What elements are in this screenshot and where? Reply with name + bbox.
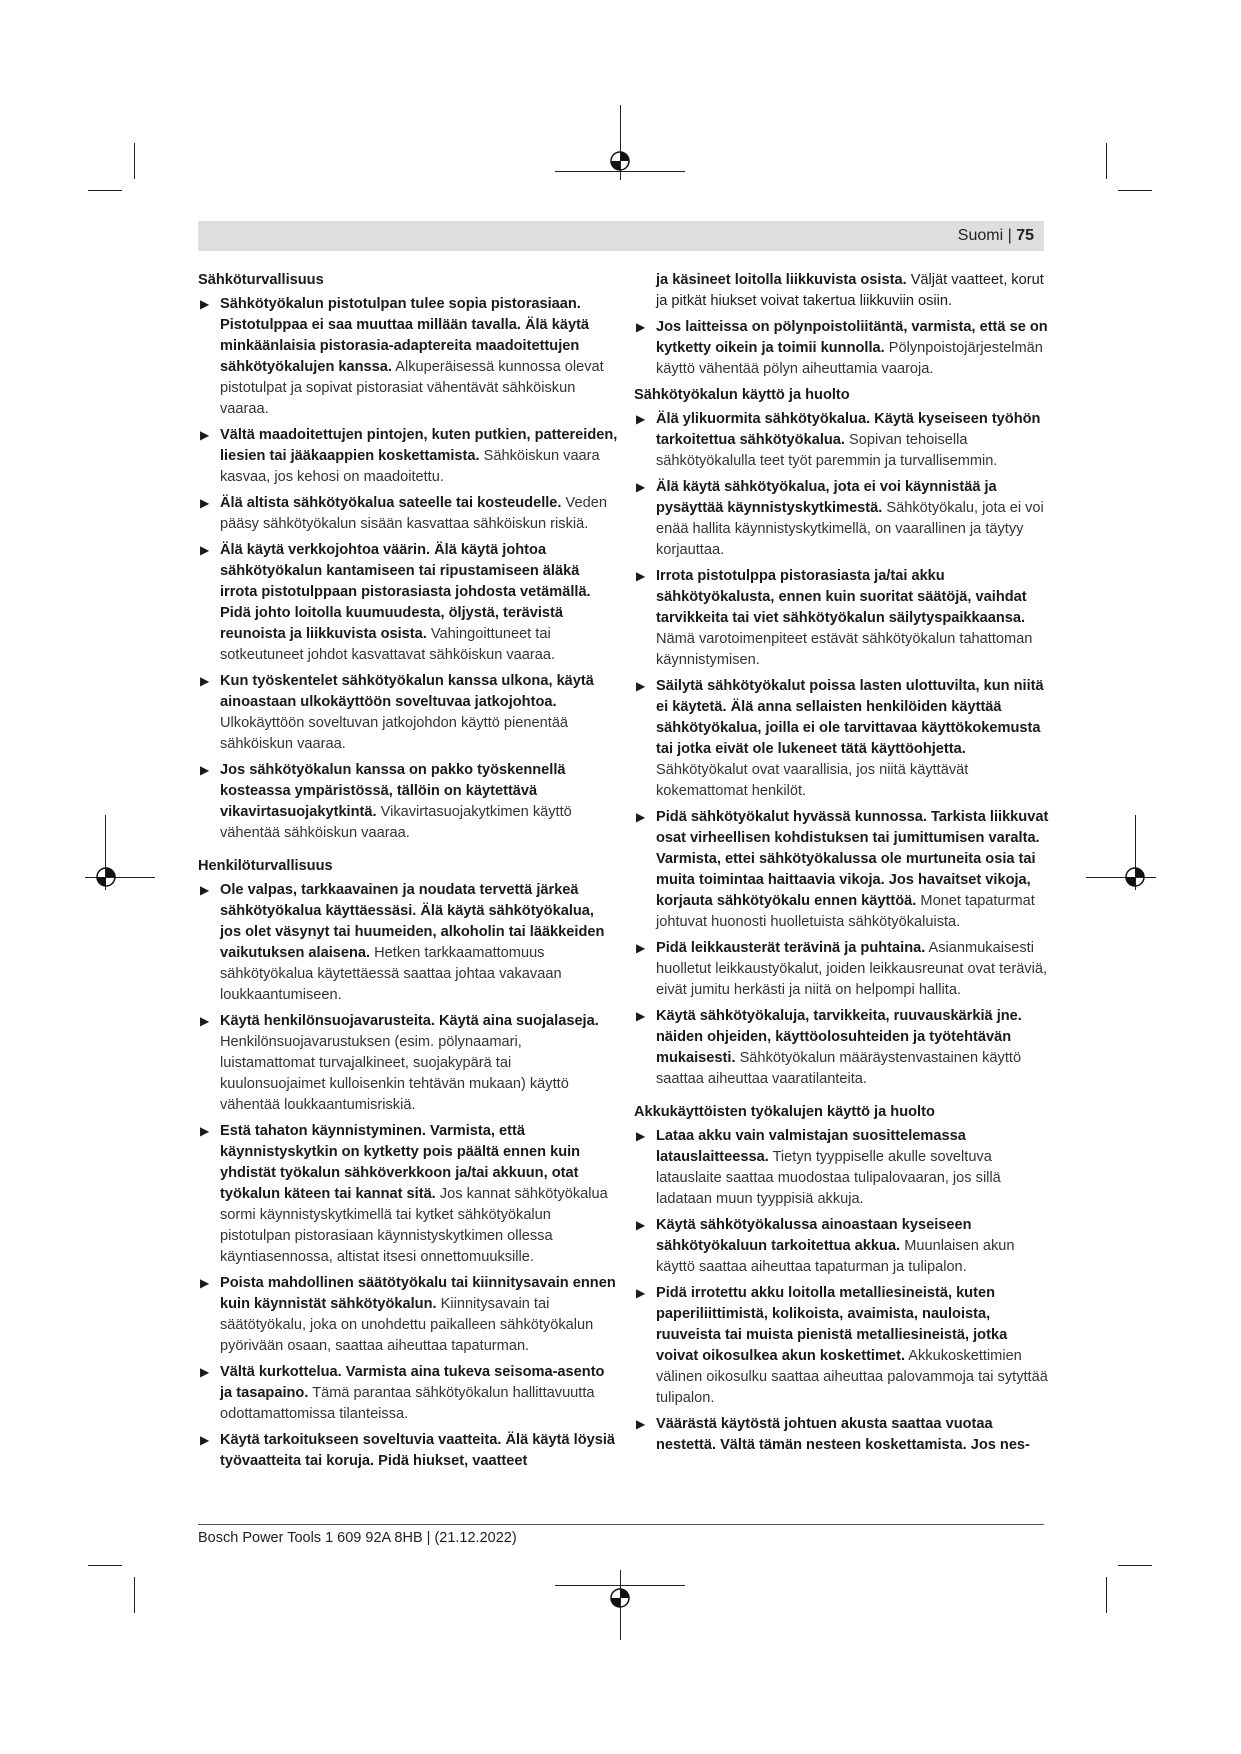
item-bold-text: Älä käytä verkkojohtoa väärin. Älä käytä johtoa sähkötyökalun kantamiseen tai ripustamiseen äläkä irrota pistotulppaan pistorasiasta johdosta vetämällä. Pidä johto loitolla kuumuudesta, öljystä, terävistä reunoista ja liikkuvista osista. [220, 542, 591, 642]
crop-mark [88, 1565, 122, 1566]
bullet-triangle-icon: ▶ [200, 674, 210, 688]
crop-mark [1106, 143, 1107, 179]
right-column [634, 270, 1052, 1461]
bullet-triangle-icon: ▶ [200, 1365, 210, 1379]
list-item [634, 566, 1052, 671]
item-body-text: Sähkötyökalu, jota ei voi enää hallita käynnistyskytkimellä, on vaarallinen ja täytyy korjauttaa. [656, 500, 1044, 558]
list-item [198, 1362, 618, 1425]
item-body-text: Muunlaisen akun käyttö saattaa aiheuttaa tapaturman ja tulipalon. [656, 1238, 1015, 1275]
list-item [198, 540, 618, 666]
item-body-text: Sopivan tehoisella sähkötyökalulla teet työt paremmin ja turvallisemmin. [656, 432, 998, 469]
item-bold-text: Pidä leikkausterät terävinä ja puhtaina. [656, 940, 926, 956]
item-body-text: Akkukoskettimien välinen oikosulku saattaa aiheuttaa palovammoja tai sytyttää tulipalon. [656, 1348, 1048, 1406]
bullet-triangle-icon: ▶ [636, 480, 646, 494]
crop-mark [1118, 190, 1152, 191]
header-language: Suomi [957, 227, 1004, 244]
bullet-triangle-icon: ▶ [636, 679, 646, 693]
list-item [198, 1011, 618, 1116]
item-bold-text: Käytä sähkötyökalussa ainoastaan kyseiseen sähkötyökaluun tarkoitettua akkua. [656, 1217, 972, 1254]
item-body-text: Asianmukaisesti huolletut leikkaustyökalut, joiden leikkausreunat ovat teräviä, eivät jumitu herkästi ja niitä on helpompi hallita. [656, 940, 1048, 998]
item-bold-text: Väärästä käytöstä johtuen akusta saattaa vuotaa nestettä. Vältä tämän nesteen koskettamista. Jos nes- [656, 1416, 1030, 1453]
section-title: Sähköturvallisuus [198, 272, 324, 288]
list-item [198, 671, 618, 755]
item-bold-text: Poista mahdollinen säätötyökalu tai kiinnitysavain ennen kuin käynnistät sähkötyökalun. [220, 1275, 616, 1312]
registration-mark-icon [93, 864, 119, 890]
item-bold-text: Sähkötyökalun pistotulpan tulee sopia pistorasiaan. Pistotulppaa ei saa muuttaa millään tavalla. Älä käytä minkäänlaisia pistorasia-adaptereita maadoitettujen sähkötyökalujen kanssa. [220, 296, 590, 375]
item-body-text: Sähköiskun vaara kasvaa, jos kehosi on maadoitettu. [220, 448, 600, 485]
left-column [198, 270, 618, 1477]
item-bold-text: Ole valpas, tarkkaavainen ja noudata tervettä järkeä sähkötyökalua käyttäessäsi. Älä käytä sähkötyökalua, jos olet väsynyt tai huumeiden, alkoholin tai lääkkeiden vaikutuksen alaisena. [220, 882, 605, 961]
continued-paragraph [634, 270, 1052, 312]
registration-mark-icon [1122, 864, 1148, 890]
item-body-text: Nämä varotoimenpiteet estävät sähkötyökalun tahattoman käynnistymisen. [656, 631, 1033, 668]
item-bold-text: Lataa akku vain valmistajan suosittelemassa latauslaitteessa. [656, 1128, 966, 1165]
list-item [634, 317, 1052, 380]
list-item [198, 425, 618, 488]
footer-text: Bosch Power Tools 1 609 92A 8HB | (21.12.2022) [198, 1530, 517, 1546]
item-body-text: Hetken tarkkaamattomuus sähkötyökalua käytettäessä saattaa johtaa vakavaan loukkaantumiseen. [220, 945, 562, 1003]
bullet-triangle-icon: ▶ [200, 1276, 210, 1290]
list-item [634, 1006, 1052, 1090]
list-item [198, 294, 618, 420]
registration-mark-icon [607, 1585, 633, 1611]
list-item [634, 807, 1052, 933]
item-bold-text: Irrota pistotulppa pistorasiasta ja/tai akku sähkötyökalusta, ennen kuin suoritat säätöjä, vaihdat tarvikkeita tai viet sähkötyökalun säilytyspaikkaansa. [656, 568, 1027, 626]
item-body-text: Pölynpoistojärjestelmän käyttö vähentää pölyn aiheuttamia vaaroja. [656, 340, 1043, 377]
bullet-triangle-icon: ▶ [636, 1129, 646, 1143]
item-bold-text: Älä käytä sähkötyökalua, jota ei voi käynnistää ja pysäyttää käynnistyskytkimestä. [656, 479, 997, 516]
list-item [634, 409, 1052, 472]
list-item [634, 676, 1052, 802]
item-bold-text: Jos sähkötyökalun kanssa on pakko työskennellä kosteassa ympäristössä, tällöin on käytettävä vikavirtasuojakytkintä. [220, 762, 566, 820]
list-item [634, 1126, 1052, 1210]
page-header [198, 221, 1044, 251]
header-separator: | [1007, 227, 1012, 244]
header-text [958, 227, 1034, 245]
list-item [634, 1283, 1052, 1409]
bullet-triangle-icon: ▶ [636, 320, 646, 334]
bullet-triangle-icon: ▶ [200, 883, 210, 897]
item-body-text: Monet tapaturmat johtuvat huonosti huolletuista sähkötyökaluista. [656, 893, 1035, 930]
page-number: 75 [1016, 227, 1034, 244]
crop-mark [88, 190, 122, 191]
bullet-triangle-icon: ▶ [636, 1417, 646, 1431]
bullet-triangle-icon: ▶ [200, 1124, 210, 1138]
item-body-text: Tämä parantaa sähkötyökalun hallittavuutta odottamattomissa tilanteissa. [220, 1385, 595, 1422]
item-body-text: Kiinnitysavain tai säätötyökalu, joka on unohdettu paikalleen sähkötyökalun pyörivään osaan, saattaa aiheuttaa tapaturman. [220, 1296, 594, 1354]
bullet-triangle-icon: ▶ [200, 428, 210, 442]
crop-mark [134, 1577, 135, 1613]
item-bold-text: Älä altista sähkötyökalua sateelle tai kosteudelle. [220, 495, 562, 511]
list-item [634, 1414, 1052, 1456]
item-body-text: Sähkötyökalut ovat vaarallisia, jos niitä käyttävät kokemattomat henkilöt. [656, 762, 969, 799]
crop-mark [1118, 1565, 1152, 1566]
list-item [198, 880, 618, 1006]
item-body-text: Alkuperäisessä kunnossa olevat pistotulpat ja sopivat pistorasiat vähentävät sähköiskun vaaraa. [220, 359, 604, 417]
bullet-triangle-icon: ▶ [200, 1433, 210, 1447]
bullet-triangle-icon: ▶ [200, 543, 210, 557]
item-body-text: Väljät vaatteet, korut ja pitkät hiukset voivat takertua liikkuviin osiin. [656, 272, 1044, 309]
list-item [198, 1121, 618, 1268]
footer-rule [198, 1524, 1044, 1525]
bullet-triangle-icon: ▶ [200, 1014, 210, 1028]
item-body-text: Veden pääsy sähkötyökalun sisään kasvattaa sähköiskun riskiä. [220, 495, 607, 532]
item-bold-text: Vältä maadoitettujen pintojen, kuten putkien, pattereiden, liesien tai jääkaappien koskettamista. [220, 427, 618, 464]
item-body-text: Ulkokäyttöön soveltuvan jatkojohdon käyttö pienentää sähköiskun vaaraa. [220, 715, 569, 752]
item-body-text: Vahingoittuneet tai sotkeutuneet johdot kasvattavat sähköiskun vaaraa. [220, 626, 556, 663]
item-bold-text: Käytä tarkoitukseen soveltuvia vaatteita. Älä käytä löysiä työvaatteita tai koruja. Pidä hiukset, vaatteet [220, 1432, 616, 1469]
section-title: Henkilöturvallisuus [198, 858, 333, 874]
item-bold-text: Estä tahaton käynnistyminen. Varmista, että käynnistyskytkin on kytketty pois päältä ennen kuin yhdistät työkalun sähköverkkoon ja/tai akkuun, otat työkalun käteen tai kannat sitä. [220, 1123, 581, 1202]
item-bold-text: Käytä henkilönsuojavarusteita. Käytä aina suojalaseja. [220, 1013, 599, 1029]
bullet-triangle-icon: ▶ [200, 496, 210, 510]
item-bold-text: Käytä sähkötyökaluja, tarvikkeita, ruuvauskärkiä jne. näiden ohjeiden, käyttöolosuhteiden ja työtehtävän mukaisesti. [656, 1008, 1022, 1066]
item-bold-text: Pidä irrotettu akku loitolla metalliesineistä, kuten paperiliittimistä, kolikoista, avaimista, nauloista, ruuveista tai muista pienistä metalliesineistä, jotka voivat oikosulkea akun koskettimet. [656, 1285, 1008, 1364]
item-bold-text: Älä ylikuormita sähkötyökalua. Käytä kyseiseen työhön tarkoitettua sähkötyökalua. [656, 411, 1041, 448]
list-item [198, 1430, 618, 1472]
item-bold-text: ja käsineet loitolla liikkuvista osista. [656, 272, 907, 288]
item-body-text: Vikavirtasuojakytkimen käyttö vähentää sähköiskun vaaraa. [220, 804, 572, 841]
list-item [198, 1273, 618, 1357]
section-title: Sähkötyökalun käyttö ja huolto [634, 387, 850, 403]
crop-mark [1106, 1577, 1107, 1613]
bullet-triangle-icon: ▶ [636, 1009, 646, 1023]
registration-mark-icon [607, 148, 633, 174]
item-bold-text: Säilytä sähkötyökalut poissa lasten ulottuvilta, kun niitä ei käytetä. Älä anna sellaisten henkilöiden käyttää sähkötyökalua, joilla ei ole tarvittavaa käyttökokemusta tai jotka eivät ole lukeneet tätä käyttöohjetta. [656, 678, 1044, 757]
bullet-triangle-icon: ▶ [636, 1218, 646, 1232]
list-item [634, 938, 1052, 1001]
list-item [198, 493, 618, 535]
item-bold-text: Pidä sähkötyökalut hyvässä kunnossa. Tarkista liikkuvat osat virheellisen kohdistuksen tai jumittumisen varalta. Varmista, ettei sähkötyökalussa ole murtuneita osia tai muita toimintaa haittaavia vikoja. Jos havaitset vikoja, korjauta sähkötyökalu ennen käyttöä. [656, 809, 1049, 909]
item-body-text: Sähkötyökalun määräystenvastainen käyttö saattaa aiheuttaa vaaratilanteita. [656, 1050, 1022, 1087]
item-body-text: Henkilönsuojavarustuksen (esim. pölynaamari, luistamattomat turvajalkineet, suojakypärä tai kuulonsuojaimet kulloisenkin tehtävän mukaan) käyttö vähentää loukkaantumisriskiä. [220, 1034, 569, 1113]
item-bold-text: Kun työskentelet sähkötyökalun kanssa ulkona, käytä ainoastaan ulkokäyttöön soveltuvaa jatkojohtoa. [220, 673, 594, 710]
list-item [634, 1215, 1052, 1278]
bullet-triangle-icon: ▶ [636, 1286, 646, 1300]
bullet-triangle-icon: ▶ [636, 412, 646, 426]
item-bold-text: Vältä kurkottelua. Varmista aina tukeva seisoma-asento ja tasapaino. [220, 1364, 605, 1401]
crop-mark [134, 143, 135, 179]
bullet-triangle-icon: ▶ [636, 941, 646, 955]
item-bold-text: Jos laitteissa on pölynpoistoliitäntä, varmista, että se on kytketty oikein ja toimii kunnolla. [656, 319, 1048, 356]
bullet-triangle-icon: ▶ [636, 810, 646, 824]
list-item [198, 760, 618, 844]
bullet-triangle-icon: ▶ [636, 569, 646, 583]
item-body-text: Jos kannat sähkötyökalua sormi käynnistyskytkimellä tai kytket sähkötyökalun pistotulpan pistorasiaan käynnistyskytkimen ollessa käyntiasennossa, altistat itsesi onnettomuuksille. [220, 1186, 608, 1265]
bullet-triangle-icon: ▶ [200, 763, 210, 777]
list-item [634, 477, 1052, 561]
bullet-triangle-icon: ▶ [200, 297, 210, 311]
section-title: Akkukäyttöisten työkalujen käyttö ja huolto [634, 1104, 935, 1120]
item-body-text: Tietyn tyyppiselle akulle soveltuva latauslaite saattaa muodostaa tulipalovaaran, jos sillä ladataan muun tyyppisiä akkuja. [656, 1149, 1001, 1207]
